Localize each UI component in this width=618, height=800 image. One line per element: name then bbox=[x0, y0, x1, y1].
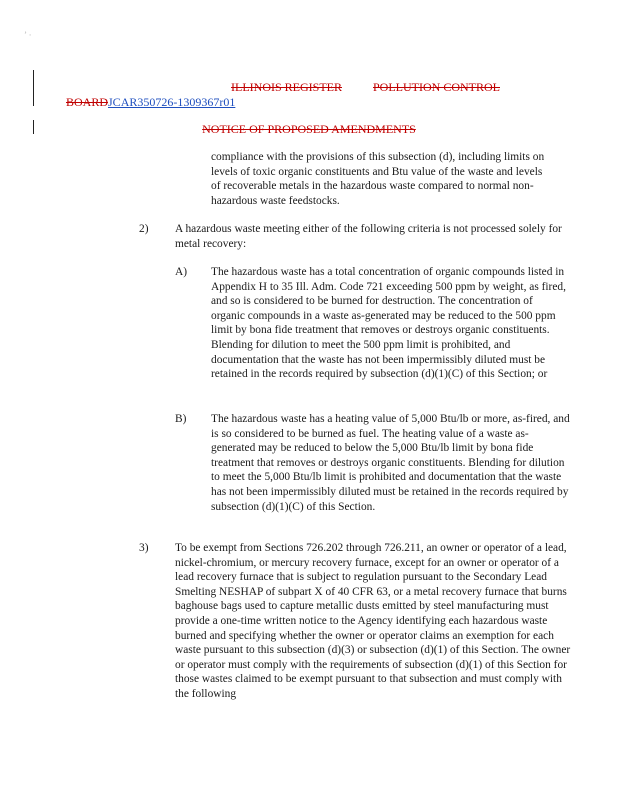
sub-a-label: A) bbox=[175, 266, 188, 278]
running-header bbox=[0, 80, 618, 94]
deleted-notice: NOTICE OF PROPOSED AMENDMENTS bbox=[202, 122, 416, 136]
item-3-text: To be exempt from Sections 726.202 through 726.211, an owner or operator of a lead, nickel-chromium, or mercury recovery furnace, except for an owner or operator of a lead recovery furnace that is subject to regulation pursuant to the Secondary Lead Smelting NESHAP of subpart X of 40 CFR 63, or a metal recovery furnace that burns baghouse bags used to capture metallic dusts emitted by steel manufacturing must provide a one-time written notice to the Agency identifying each hazardous waste burned and specifying whether the owner or operator claims an exemption for each waste pursuant to this subsection (d)(3) or subsection (d)(1) of this Section. The owner or operator must comply with the requirements of subsection (d)(1) of this Section for those wastes claimed to be exempt pursuant to that subsection and must comply with the following bbox=[175, 542, 571, 700]
sub-b-text: The hazardous waste has a heating value of 5,000 Btu/lb or more, as-fired, and is so considered to be burned as fuel. The heating value of a waste as-generated may be reduced to below the 5,000 Btu/lb limit by bona fide treatment that removes or destroys organic constituents. Blending for dilution to meet the 5,000 Btu/lb limit is prohibited and documentation that the waste has not been impermissibly diluted must be retained in the records required by subsection (d)(1)(C) of this Section. bbox=[211, 413, 570, 513]
sub-a-text: The hazardous waste has a total concentration of organic compounds listed in Appendix H to 35 Ill. Adm. Code 721 exceeding 500 ppm by weight, as fired, and so is considered to be burned for destruction. The concentration of organic compounds in a waste as-generated may be reduced to the 500 ppm limit by bona fide treatment that removes or destroys organic constituents. Blending for dilution to meet the 500 ppm limit is prohibited, and documentation that the waste has not been impermissibly diluted must be retained in the records required by subsection (d)(1)(C) of this Section; or bbox=[211, 266, 566, 381]
header-line-2 bbox=[66, 95, 235, 110]
deleted-register-title: ILLINOIS REGISTER bbox=[231, 80, 342, 94]
item-2-label: 2) bbox=[139, 223, 149, 235]
continuation-paragraph: compliance with the provisions of this subsection (d), including limits on levels of toxic organic constituents and Btu value of the waste and levels of recoverable metals in the hazardous waste compared to normal non-hazardous waste feedstocks. bbox=[211, 151, 545, 207]
item-2-text: A hazardous waste meeting either of the following criteria is not processed solely for metal recovery: bbox=[175, 223, 562, 250]
item-3-label: 3) bbox=[139, 542, 149, 554]
notice-heading bbox=[0, 122, 618, 137]
sub-b-label: B) bbox=[175, 413, 187, 425]
scan-specks: ’ · bbox=[24, 30, 32, 40]
deleted-board-word: BOARD bbox=[66, 95, 109, 109]
inserted-jcar-code: JCAR350726-1309367r01 bbox=[108, 95, 236, 109]
deleted-board-title: POLLUTION CONTROL bbox=[373, 80, 500, 94]
